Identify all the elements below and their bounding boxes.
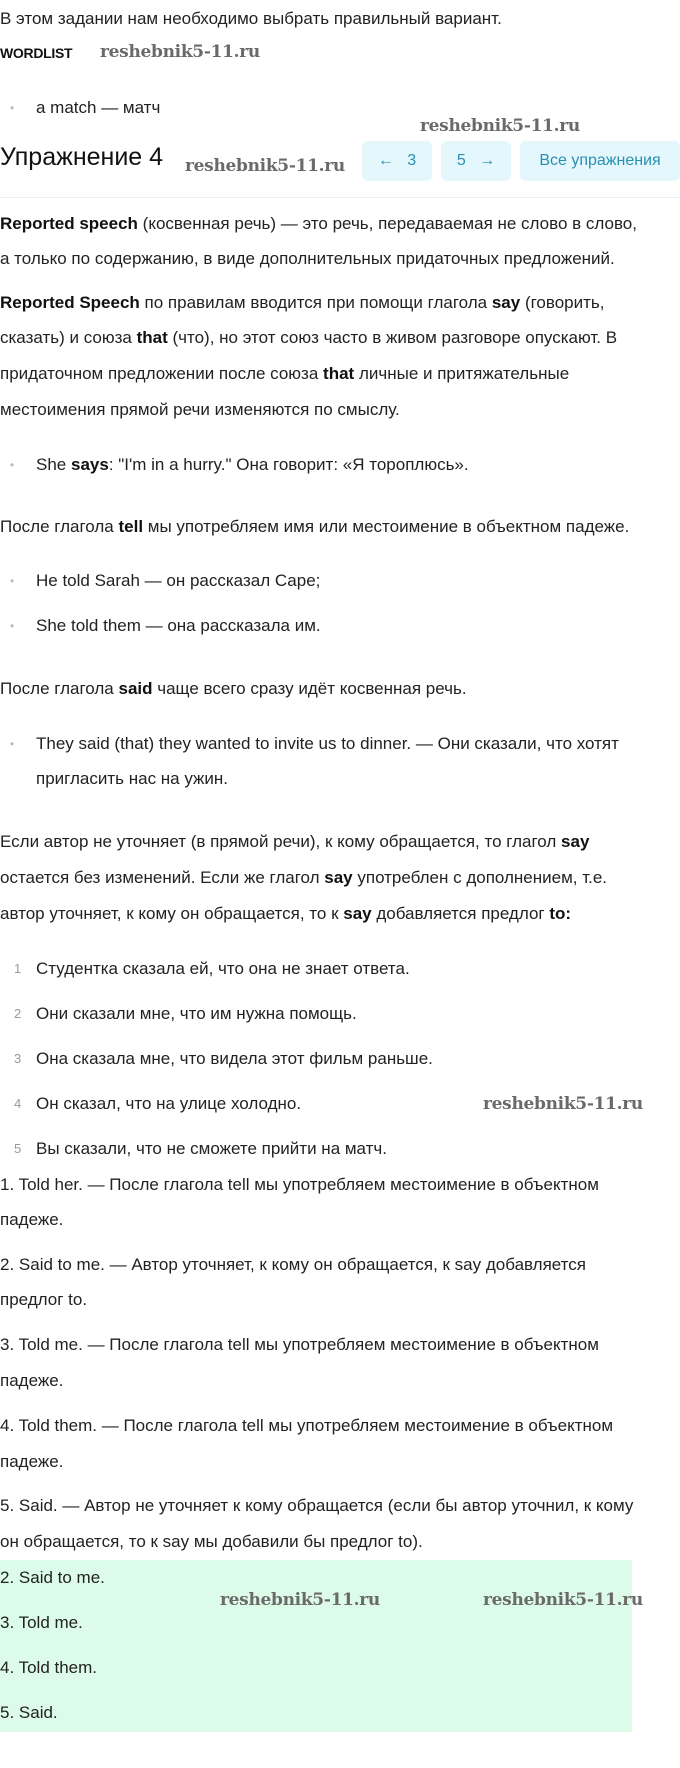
explanation-line: 4. Told them. — После глагола tell мы употребляем местоимение в объектном: [0, 1416, 614, 1435]
explanation-line: падеже.: [0, 1452, 64, 1471]
watermark: reshebnik5-11.ru: [185, 156, 345, 176]
explanation-line: падеже.: [0, 1210, 64, 1229]
text: После глагола: [0, 679, 119, 698]
task-item: Он сказал, что на улице холодно.: [36, 1094, 302, 1113]
task-item: Она сказала мне, что видела этот фильм раньше.: [36, 1049, 433, 1068]
text: добавляется предлог: [371, 904, 550, 923]
prev-label: 3: [407, 152, 417, 169]
next-exercise-button[interactable]: [441, 141, 511, 181]
exercise-title: Упражнение 4: [0, 143, 164, 171]
task-number: 1: [14, 961, 22, 976]
example-item: [14, 733, 619, 755]
theory-line: [0, 327, 617, 349]
term: that: [323, 364, 355, 383]
text: по правилам вводится при помощи глагола: [139, 293, 492, 312]
text: остается без изменений. Если же глагол: [0, 868, 325, 887]
text: (говорить,: [520, 293, 605, 312]
text: Если автор не уточняет (в прямой речи), к кому обращается, то глагол: [0, 832, 562, 851]
term: tell: [118, 517, 144, 536]
explanation-line: 2. Said to me. — Автор уточняет, к кому он обращается, к say добавляется: [0, 1255, 586, 1274]
task-number: 2: [14, 1006, 22, 1021]
term: say: [343, 904, 372, 923]
theory-line: [0, 292, 605, 314]
text: автор уточняет, к кому он обращается, то к: [0, 904, 344, 923]
explanation-line: предлог to.: [0, 1290, 88, 1309]
theory-line: [0, 867, 607, 889]
all-exercises-button[interactable]: Все упражнения: [520, 141, 680, 181]
theory-line: [0, 213, 637, 235]
task-number: 4: [14, 1096, 22, 1111]
theory-line: местоимения прямой речи изменяются по смыслу.: [0, 400, 400, 419]
intro-text: В этом задании нам необходимо выбрать правильный вариант.: [0, 9, 502, 28]
task-item: Вы сказали, что не сможете прийти на матч.: [36, 1139, 388, 1158]
text: He told Sarah — он рассказал Саре;: [36, 571, 321, 590]
example-item: [14, 615, 321, 637]
example-item: [14, 570, 320, 592]
watermark: reshebnik5-11.ru: [420, 116, 580, 136]
example-item-cont: пригласить нас на ужин.: [36, 769, 229, 788]
text: They said (that) they wanted to invite us to dinner. — Они сказали, что хотят: [36, 734, 619, 753]
explanation-line: 1. Told her. — После глагола tell мы употребляем местоимение в объектном: [0, 1175, 599, 1194]
watermark: reshebnik5-11.ru: [483, 1590, 643, 1610]
task-number: 5: [14, 1141, 22, 1156]
answer-item: 4. Told them.: [0, 1658, 98, 1677]
text: употреблен с дополнением, т.е.: [352, 868, 608, 887]
wordlist-item: [14, 97, 160, 119]
text: (косвенная речь) — это речь, передаваемая не слово в слово,: [137, 214, 637, 233]
text: личные и притяжательные: [354, 364, 570, 383]
answer-item: 3. Told me.: [0, 1613, 83, 1632]
text: придаточном предложении после союза: [0, 364, 324, 383]
term: to:: [549, 904, 572, 923]
text: : "I'm in a hurry." Она говорит: «Я тороплюсь».: [108, 455, 469, 474]
theory-line: а только по содержанию, в виде дополнительных придаточных предложений.: [0, 249, 615, 268]
theory-line: [0, 516, 629, 538]
text: мы употребляем имя или местоимение в объектном падеже.: [143, 517, 630, 536]
term: that: [136, 328, 168, 347]
task-item: Они сказали мне, что им нужна помощь.: [36, 1004, 357, 1023]
theory-line: [0, 903, 571, 925]
watermark: reshebnik5-11.ru: [100, 42, 260, 62]
answer-item: 2. Said to me.: [0, 1568, 105, 1587]
text: She: [36, 455, 71, 474]
term: Reported Speech: [0, 293, 140, 312]
explanation-line: 5. Said. — Автор не уточняет к кому обращается (если бы автор уточнил, к кому: [0, 1496, 634, 1515]
answer-item: 5. Said.: [0, 1703, 58, 1722]
task-item: Студентка сказала ей, что она не знает ответа.: [36, 959, 410, 978]
theory-line: [0, 831, 589, 853]
term: say: [491, 293, 521, 312]
text: чаще всего сразу идёт косвенная речь.: [152, 679, 467, 698]
wordlist-item-text: a match — матч: [36, 98, 161, 117]
watermark: reshebnik5-11.ru: [220, 1590, 380, 1610]
term: say: [324, 868, 353, 887]
explanation-line: падеже.: [0, 1371, 64, 1390]
text: (что), но этот союз часто в живом разговоре опускают. В: [167, 328, 618, 347]
prev-exercise-button[interactable]: [362, 141, 432, 181]
explanation-line: он обращается, то к say мы добавили бы предлог to).: [0, 1532, 423, 1551]
wordlist-label: WORDLIST: [0, 45, 73, 61]
term: says: [70, 455, 109, 474]
next-label: 5: [456, 152, 466, 169]
text: сказать) и союза: [0, 328, 137, 347]
task-number: 3: [14, 1051, 22, 1066]
example-item: [14, 454, 469, 476]
arrow-left-icon: ←: [377, 152, 394, 169]
explanation-line: 3. Told me. — После глагола tell мы употребляем местоимение в объектном: [0, 1335, 599, 1354]
theory-line: [0, 363, 569, 385]
term: say: [561, 832, 590, 851]
theory-line: [0, 678, 467, 700]
text: После глагола: [0, 517, 119, 536]
arrow-right-icon: →: [479, 152, 496, 169]
term: said: [118, 679, 153, 698]
term: Reported speech: [0, 214, 138, 233]
watermark: reshebnik5-11.ru: [483, 1094, 643, 1114]
text: She told them — она рассказала им.: [36, 616, 321, 635]
divider: [0, 197, 680, 198]
